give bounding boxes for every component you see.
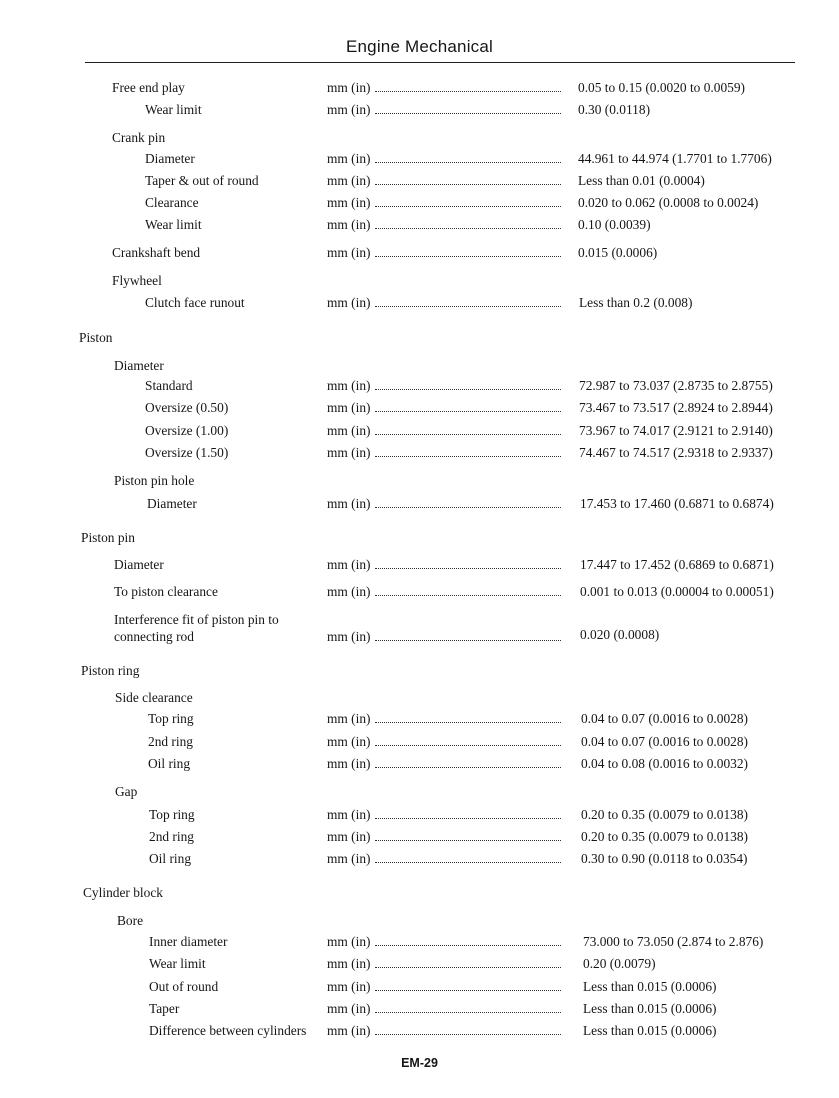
- spec-value: 0.020 to 0.062 (0.0008 to 0.0024): [578, 195, 759, 210]
- spec-label: Difference between cylinders: [149, 1023, 307, 1038]
- unit-leader: [327, 101, 561, 119]
- unit-leader: [327, 733, 561, 751]
- spec-row: [0, 912, 839, 930]
- spec-row: [0, 422, 839, 440]
- spec-label: Piston ring: [81, 663, 140, 678]
- spec-value: 74.467 to 74.517 (2.9318 to 2.9337): [579, 445, 773, 460]
- spec-row: [0, 101, 839, 119]
- spec-value: 0.20 to 0.35 (0.0079 to 0.0138): [581, 807, 749, 822]
- spec-row: [0, 357, 839, 375]
- unit-text: mm (in): [327, 496, 371, 511]
- unit-leader: [327, 583, 561, 601]
- unit-text: mm (in): [327, 80, 371, 95]
- spec-label: Piston pin hole: [114, 473, 195, 488]
- spec-value: 0.05 to 0.15 (0.0020 to 0.0059): [578, 80, 746, 95]
- unit-leader: [327, 244, 561, 262]
- spec-row: [0, 529, 839, 547]
- spec-value: Less than 0.2 (0.008): [579, 295, 693, 310]
- unit-leader: [327, 955, 561, 973]
- spec-value: 0.04 to 0.07 (0.0016 to 0.0028): [581, 711, 749, 726]
- unit-leader: [327, 216, 561, 234]
- spec-row: [0, 329, 839, 347]
- spec-row: [0, 662, 839, 680]
- spec-label: Diameter: [114, 358, 164, 373]
- spec-label: Oversize (1.50): [145, 445, 229, 460]
- spec-label: Bore: [117, 913, 144, 928]
- unit-text: mm (in): [327, 584, 371, 599]
- spec-label: Free end play: [112, 80, 185, 95]
- spec-row: [0, 194, 839, 212]
- spec-value: 0.015 (0.0006): [578, 245, 658, 260]
- unit-leader: [327, 172, 561, 190]
- spec-value: 0.04 to 0.08 (0.0016 to 0.0032): [581, 756, 749, 771]
- spec-row: [0, 828, 839, 846]
- unit-leader: [327, 1000, 561, 1018]
- spec-label: Standard: [145, 378, 193, 393]
- spec-row: [0, 556, 839, 574]
- unit-text: mm (in): [327, 851, 371, 866]
- spec-label: Gap: [115, 784, 138, 799]
- spec-label: Inner diameter: [149, 934, 228, 949]
- unit-leader: [327, 495, 561, 513]
- unit-text: mm (in): [327, 400, 371, 415]
- unit-text: mm (in): [327, 557, 371, 572]
- unit-text: mm (in): [327, 934, 371, 949]
- spec-label: Flywheel: [112, 273, 162, 288]
- spec-label: Top ring: [149, 807, 195, 822]
- spec-row: [0, 1000, 839, 1018]
- spec-label: Wear limit: [145, 102, 202, 117]
- spec-label: Piston: [79, 330, 113, 345]
- unit-leader: [327, 828, 561, 846]
- spec-row: [0, 806, 839, 824]
- spec-row: [0, 495, 839, 513]
- page-title: Engine Mechanical: [345, 37, 494, 56]
- unit-text: mm (in): [327, 1023, 371, 1038]
- spec-label: Taper: [149, 1001, 180, 1016]
- unit-text: mm (in): [327, 295, 371, 310]
- spec-row: [0, 129, 839, 147]
- spec-label: Taper & out of round: [145, 173, 259, 188]
- unit-leader: [327, 422, 561, 440]
- unit-text: mm (in): [327, 1001, 371, 1016]
- spec-row: [0, 79, 839, 97]
- spec-row: [0, 884, 839, 902]
- spec-value: 0.04 to 0.07 (0.0016 to 0.0028): [581, 734, 749, 749]
- unit-leader: [327, 850, 561, 868]
- spec-label: Oil ring: [148, 756, 191, 771]
- unit-text: mm (in): [327, 956, 371, 971]
- unit-text: mm (in): [327, 378, 371, 393]
- spec-row: [0, 755, 839, 773]
- spec-value: 44.961 to 44.974 (1.7701 to 1.7706): [578, 151, 772, 166]
- unit-text: mm (in): [327, 711, 371, 726]
- unit-text: mm (in): [327, 979, 371, 994]
- spec-value: 0.20 to 0.35 (0.0079 to 0.0138): [581, 829, 749, 844]
- unit-leader: [327, 150, 561, 168]
- unit-leader: [327, 194, 561, 212]
- unit-text: mm (in): [327, 173, 371, 188]
- spec-row: [0, 272, 839, 290]
- unit-leader: [327, 377, 561, 395]
- spec-row: [0, 216, 839, 234]
- unit-leader: [327, 294, 561, 312]
- spec-row: [0, 955, 839, 973]
- spec-row: [0, 689, 839, 707]
- spec-value: 73.467 to 73.517 (2.8924 to 2.8944): [579, 400, 773, 415]
- unit-leader: [327, 806, 561, 824]
- spec-row: [0, 472, 839, 490]
- spec-value: 17.453 to 17.460 (0.6871 to 0.6874): [580, 496, 774, 511]
- spec-label: Cylinder block: [83, 885, 163, 900]
- spec-value: 0.30 (0.0118): [578, 102, 651, 117]
- spec-value: 17.447 to 17.452 (0.6869 to 0.6871): [580, 557, 774, 572]
- unit-leader: [327, 399, 561, 417]
- spec-row: [0, 150, 839, 168]
- spec-label: 2nd ring: [148, 734, 194, 749]
- spec-label: Top ring: [148, 711, 194, 726]
- spec-value: Less than 0.015 (0.0006): [583, 1001, 717, 1016]
- spec-label: Oversize (0.50): [145, 400, 229, 415]
- unit-text: mm (in): [327, 423, 371, 438]
- spec-row: [0, 733, 839, 751]
- unit-leader: [327, 628, 561, 646]
- unit-leader: [327, 1022, 561, 1040]
- spec-row: [0, 933, 839, 951]
- unit-leader: [327, 444, 561, 462]
- unit-text: mm (in): [327, 829, 371, 844]
- spec-row: [0, 710, 839, 728]
- unit-text: mm (in): [327, 195, 371, 210]
- spec-value: Less than 0.015 (0.0006): [583, 979, 717, 994]
- spec-label: Diameter: [147, 496, 197, 511]
- spec-label: To piston clearance: [114, 584, 218, 599]
- unit-text: mm (in): [327, 245, 371, 260]
- spec-label: Interference fit of piston pin to: [114, 612, 279, 627]
- unit-leader: [327, 556, 561, 574]
- spec-label: Wear limit: [145, 217, 202, 232]
- unit-text: mm (in): [327, 629, 371, 644]
- spec-label: Side clearance: [115, 690, 193, 705]
- spec-label: Diameter: [145, 151, 195, 166]
- spec-row: [0, 399, 839, 417]
- unit-leader: [327, 933, 561, 951]
- spec-value: 0.10 (0.0039): [578, 217, 651, 232]
- spec-label: Wear limit: [149, 956, 206, 971]
- spec-row: [0, 611, 839, 644]
- spec-label: Clearance: [145, 195, 199, 210]
- unit-text: mm (in): [327, 102, 371, 117]
- spec-row: [0, 1022, 839, 1040]
- spec-value: 73.967 to 74.017 (2.9121 to 2.9140): [579, 423, 773, 438]
- title-rule: [85, 62, 795, 63]
- unit-text: mm (in): [327, 734, 371, 749]
- spec-row: [0, 783, 839, 801]
- unit-text: mm (in): [327, 756, 371, 771]
- spec-label: Diameter: [114, 557, 164, 572]
- spec-label: Oil ring: [149, 851, 192, 866]
- spec-value: 73.000 to 73.050 (2.874 to 2.876): [583, 934, 764, 949]
- spec-label-continued: connecting rod: [114, 629, 194, 644]
- spec-row: [0, 583, 839, 601]
- unit-leader: [327, 978, 561, 996]
- unit-text: mm (in): [327, 445, 371, 460]
- spec-row: [0, 377, 839, 395]
- unit-text: mm (in): [327, 807, 371, 822]
- spec-value: Less than 0.01 (0.0004): [578, 173, 705, 188]
- spec-label: Out of round: [149, 979, 219, 994]
- spec-label: Clutch face runout: [145, 295, 245, 310]
- spec-label: Oversize (1.00): [145, 423, 229, 438]
- spec-value: 0.020 (0.0008): [580, 627, 660, 642]
- spec-value: 0.30 to 0.90 (0.0118 to 0.0354): [581, 851, 748, 866]
- spec-label: Piston pin: [81, 530, 135, 545]
- spec-row: [0, 444, 839, 462]
- spec-row: [0, 172, 839, 190]
- spec-label: Crank pin: [112, 130, 166, 145]
- spec-value: 0.20 (0.0079): [583, 956, 656, 971]
- spec-row: [0, 294, 839, 312]
- unit-leader: [327, 79, 561, 97]
- spec-value: Less than 0.015 (0.0006): [583, 1023, 717, 1038]
- spec-row: [0, 850, 839, 868]
- unit-text: mm (in): [327, 151, 371, 166]
- spec-row: [0, 244, 839, 262]
- unit-text: mm (in): [327, 217, 371, 232]
- spec-value: 72.987 to 73.037 (2.8735 to 2.8755): [579, 378, 773, 393]
- spec-label: 2nd ring: [149, 829, 195, 844]
- spec-value: 0.001 to 0.013 (0.00004 to 0.00051): [580, 584, 774, 599]
- spec-label: Crankshaft bend: [112, 245, 201, 260]
- page-number: EM-29: [401, 1056, 438, 1070]
- unit-leader: [327, 755, 561, 773]
- unit-leader: [327, 710, 561, 728]
- spec-row: [0, 978, 839, 996]
